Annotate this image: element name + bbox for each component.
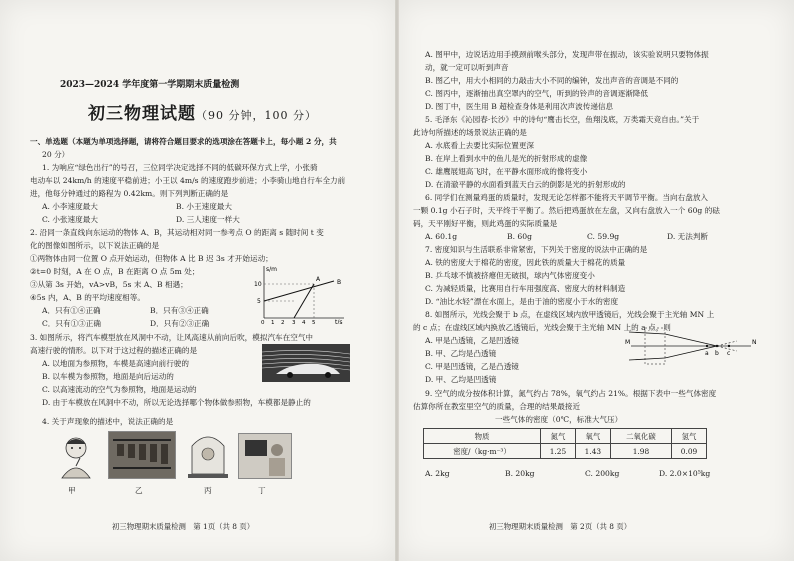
q2-graph-xlabel: t/s xyxy=(335,319,343,324)
q9-option-d: D. 2.0×10⁵kg xyxy=(659,469,711,478)
q2-graph-xtick: 1 xyxy=(271,320,275,324)
q9-line: 估算你所在教室里空气的质量，合理的结果最接近 xyxy=(413,402,581,411)
table-header-cell: 物质 xyxy=(424,429,541,444)
q4-option-a-cont: 动，就一定可以听到声音 xyxy=(425,63,509,72)
table-header-cell: 二氧化碳 xyxy=(610,429,671,444)
q2-graph-xtick: 0 xyxy=(261,320,265,324)
table-header-cell: 氢气 xyxy=(672,429,707,444)
q2-statement-1: ①两物体由同一位置 O 点开始运动，但物体 A 比 B 迟 3s 才开始运动； xyxy=(30,254,273,263)
q8-label-n: N xyxy=(752,339,757,346)
q2-graph-xtick: 4 xyxy=(302,320,306,324)
q6-line: 6. 同学们在测量鸡蛋的质量时，发现无论怎样都不能将天平调节平衡。当向右盘放入 xyxy=(425,193,709,202)
q5-option-b: B. 在岸上看到水中的鱼儿是光的折射形成的虚像 xyxy=(425,154,588,163)
q6-option-d: D. 无法判断 xyxy=(667,232,709,241)
q2-statement-3: ③从第 3s 开始，vA>vB，5s 末 A、B 相遇； xyxy=(30,280,188,289)
q8-label-a: a xyxy=(705,350,709,357)
q8-label-c: c xyxy=(727,350,731,357)
page-1-footer: 初三物理期末质量检测 第 1页（共 8 页） xyxy=(112,522,255,531)
q2-graph-line-b xyxy=(264,281,334,301)
q2-option-d: D．只有②③正确 xyxy=(150,319,210,328)
q6-line: 一颗 0.1g 小石子时，天平终于平衡了。然后把鸡蛋放在左盘，又向右盘放入一个 60g 的砝 xyxy=(413,206,720,215)
table-cell: 1.43 xyxy=(575,444,610,459)
q8-option-b: B. 甲、乙均是凸透镜 xyxy=(425,349,497,358)
q1-option-d: D. 三人速度一样大 xyxy=(176,215,240,224)
q4-label-ding: 丁 xyxy=(258,486,266,495)
q1-option-c: C. 小张速度最大 xyxy=(42,215,98,224)
q2-statement-4: ④5s 内，A、B 的平均速度相等。 xyxy=(30,293,145,302)
q4-option-b: B. 图乙中，用大小相同的力敲击大小不同的编钟，发出声音的音调是不同的 xyxy=(425,76,679,85)
q7-option-b: B. 乒乓球不慎被挤瘪但无破损，球内气体密度变小 xyxy=(425,271,595,280)
q2-graph-ytick: 5 xyxy=(257,298,261,305)
q8-line: 8. 如图所示，光线会聚于 b 点，在虚线区域内放甲透镜后，光线会聚于主光轴 MN 上 xyxy=(425,310,715,319)
q3-line: 3. 如图所示，将汽车模型放在风洞中不动，让风高速从前向后吹，模拟汽车在空气中 xyxy=(30,333,314,342)
q8-label-m: M xyxy=(625,339,631,346)
q2-graph-xtick: 2 xyxy=(281,320,285,324)
q5-option-c: C. 雄鹰展翅高飞时，在平静水面形成的像将变小 xyxy=(425,167,588,176)
q7-option-d: D. “油比水轻”漂在水面上，是由于油的密度小于水的密度 xyxy=(425,297,619,306)
q2-statement-2: ②t=0 时刻，A 在 O 点，B 在距离 O 点 5m 处； xyxy=(30,267,200,276)
title-text: 初三物理试题 xyxy=(88,104,196,124)
q7-stem: 7. 密度知识与生活联系非常紧密，下列关于密度的说法中正确的是 xyxy=(425,245,648,254)
q4-figure-ding xyxy=(238,433,292,479)
q4-option-a: A. 图甲中，边说话边用手摸颈前喉头部分，发现声带在振动，该实验说明只要物体振 xyxy=(425,50,709,59)
page-fold xyxy=(395,0,399,561)
q1-line: 1. 为响应“绿色出行”的号召，三位同学决定选择不同的低碳环保方式上学，小张骑 xyxy=(42,163,318,172)
q5-line: 5. 毛泽东《沁园春·长沙》中的诗句“鹰击长空，鱼翔浅底，万类霜天竞自由。”关于 xyxy=(425,115,700,124)
section-1-heading: 一、单选题（本题为单项选择题，请将符合题目要求的选项涂在答题卡上，每小题 2 分，共 xyxy=(30,137,337,146)
q1-line: 进，他每分钟通过的路程为 0.42km。则下列判断正确的是 xyxy=(30,189,229,198)
q1-option-a: A. 小李速度最大 xyxy=(42,202,98,211)
q4-label-bing: 丙 xyxy=(204,486,212,495)
q6-option-a: A. 60.1g xyxy=(425,232,458,241)
q2-graph-label-b: B xyxy=(337,279,342,286)
q8-option-c: C. 甲是凹透镜，乙是凸透镜 xyxy=(425,362,519,371)
table-cell: 1.98 xyxy=(610,444,671,459)
q8-label-b: b xyxy=(715,350,719,357)
q8-option-a: A. 甲是凸透镜，乙是凹透镜 xyxy=(425,336,519,345)
q9-table-caption: 一些气体的密度（0℃，标准大气压） xyxy=(495,415,623,424)
q4-figure-yi xyxy=(108,431,176,479)
q2-line: 2. 沿同一条直线向东运动的物体 A、B，其运动相对同一参考点 O 的距离 s 随时间 t 变 xyxy=(30,228,324,237)
q3-option-c: C. 以高速流动的空气为参照物，地面是运动的 xyxy=(42,385,197,394)
q2-graph-xtick: 5 xyxy=(312,320,316,324)
q4-label-yi: 乙 xyxy=(135,486,143,495)
q9-line: 9. 空气的成分按体积计算，氮气约占 78%，氧气约占 21%。根据下表中一些气体密度 xyxy=(425,389,717,398)
q2-line: 化的图像如图所示，以下说法正确的是 xyxy=(30,241,160,250)
q1-option-b: B. 小王速度最大 xyxy=(176,202,232,211)
q3-option-b: B. 以车模为参照物，地面是向后运动的 xyxy=(42,372,174,381)
q2-graph-label-a: A xyxy=(316,276,321,283)
q4-option-c: C. 图丙中，逐渐抽出真空罩内的空气，听到的铃声的音调逐渐降低 xyxy=(425,89,648,98)
q8-line: 的 c 点；在虚线区域内换放乙透镜后，光线会聚于主光轴 MN 上的 a 点，则 xyxy=(413,323,671,332)
table-header-row xyxy=(424,429,707,444)
table-cell: 0.09 xyxy=(672,444,707,459)
q5-line: 此诗句所描述的场景说法正确的是 xyxy=(413,128,527,137)
q9-option-c: C. 200kg xyxy=(585,469,620,478)
table-cell: 1.25 xyxy=(540,444,575,459)
table-header-cell: 氮气 xyxy=(540,429,575,444)
page-2-footer: 初三物理期末质量检测 第 2页（共 8 页） xyxy=(489,522,632,531)
q6-option-c: C. 59.9g xyxy=(587,232,620,241)
exam-title xyxy=(88,106,317,123)
q8-lens-diagram xyxy=(625,322,759,368)
q4-label-jia: 甲 xyxy=(68,486,76,495)
q8-option-d: D. 甲、乙均是凹透镜 xyxy=(425,375,497,384)
q3-option-d: D. 由于车模放在风洞中不动，所以无论选择哪个物体做参照物，车模都是静止的 xyxy=(42,398,311,407)
exam-year-heading: 2023—2024 学年度第一学期期末质量检测 xyxy=(60,80,240,90)
q4-figure-bing xyxy=(186,428,230,480)
q9-option-a: A. 2kg xyxy=(425,469,450,478)
q7-option-a: A. 铁的密度大于棉花的密度，因此铁的质量大于棉花的质量 xyxy=(425,258,626,267)
q1-line: 电动车以 24km/h 的速度平稳前进；小王以 4m/s 的速度跑步前进；小李骑山地自行车全力前 xyxy=(30,176,346,185)
title-meta: （90 分钟，100 分） xyxy=(196,109,317,122)
q9-option-b: B. 20kg xyxy=(505,469,535,478)
q6-line: 码，天平刚好平衡，则此鸡蛋的实际质量是 xyxy=(413,219,558,228)
q3-line: 高速行驶的情形。以下对于这过程的描述正确的是 xyxy=(30,346,198,355)
gas-density-table xyxy=(423,428,707,459)
section-1-heading-cont: 20 分） xyxy=(42,150,70,159)
q2-option-c: C．只有①③正确 xyxy=(42,319,101,328)
q2-graph-ytick: 10 xyxy=(254,281,262,288)
q6-option-b: B. 60g xyxy=(507,232,532,241)
wind-tunnel-photo xyxy=(262,344,350,382)
q2-graph-xtick: 3 xyxy=(292,320,296,324)
q5-option-a: A. 水底看上去要比实际位置更深 xyxy=(425,141,535,150)
q4-option-d: D. 图丁中，医生用 B 超检查身体是利用次声波传递信息 xyxy=(425,102,614,111)
exam-page-2 xyxy=(397,0,794,561)
table-header-cell: 氧气 xyxy=(575,429,610,444)
q7-option-c: C. 为减轻质量，比赛用自行车用强度高、密度大的材料制造 xyxy=(425,284,626,293)
q2-st-graph xyxy=(252,262,348,324)
q3-option-a: A. 以地面为参照物，车模是高速向前行驶的 xyxy=(42,359,189,368)
q4-stem: 4. 关于声现象的描述中，说法正确的是 xyxy=(42,417,174,426)
table-row xyxy=(424,444,707,459)
table-row-label: 密度/（kg·m⁻³） xyxy=(424,444,541,459)
q4-figure-jia xyxy=(50,430,102,480)
q2-graph-ylabel: s/m xyxy=(266,266,277,273)
q5-option-d: D. 在清澈平静的水面看到蓝天白云的倒影是光的折射形成的 xyxy=(425,180,626,189)
q2-option-b: B．只有③④正确 xyxy=(150,306,209,315)
q2-option-a: A．只有①④正确 xyxy=(42,306,101,315)
